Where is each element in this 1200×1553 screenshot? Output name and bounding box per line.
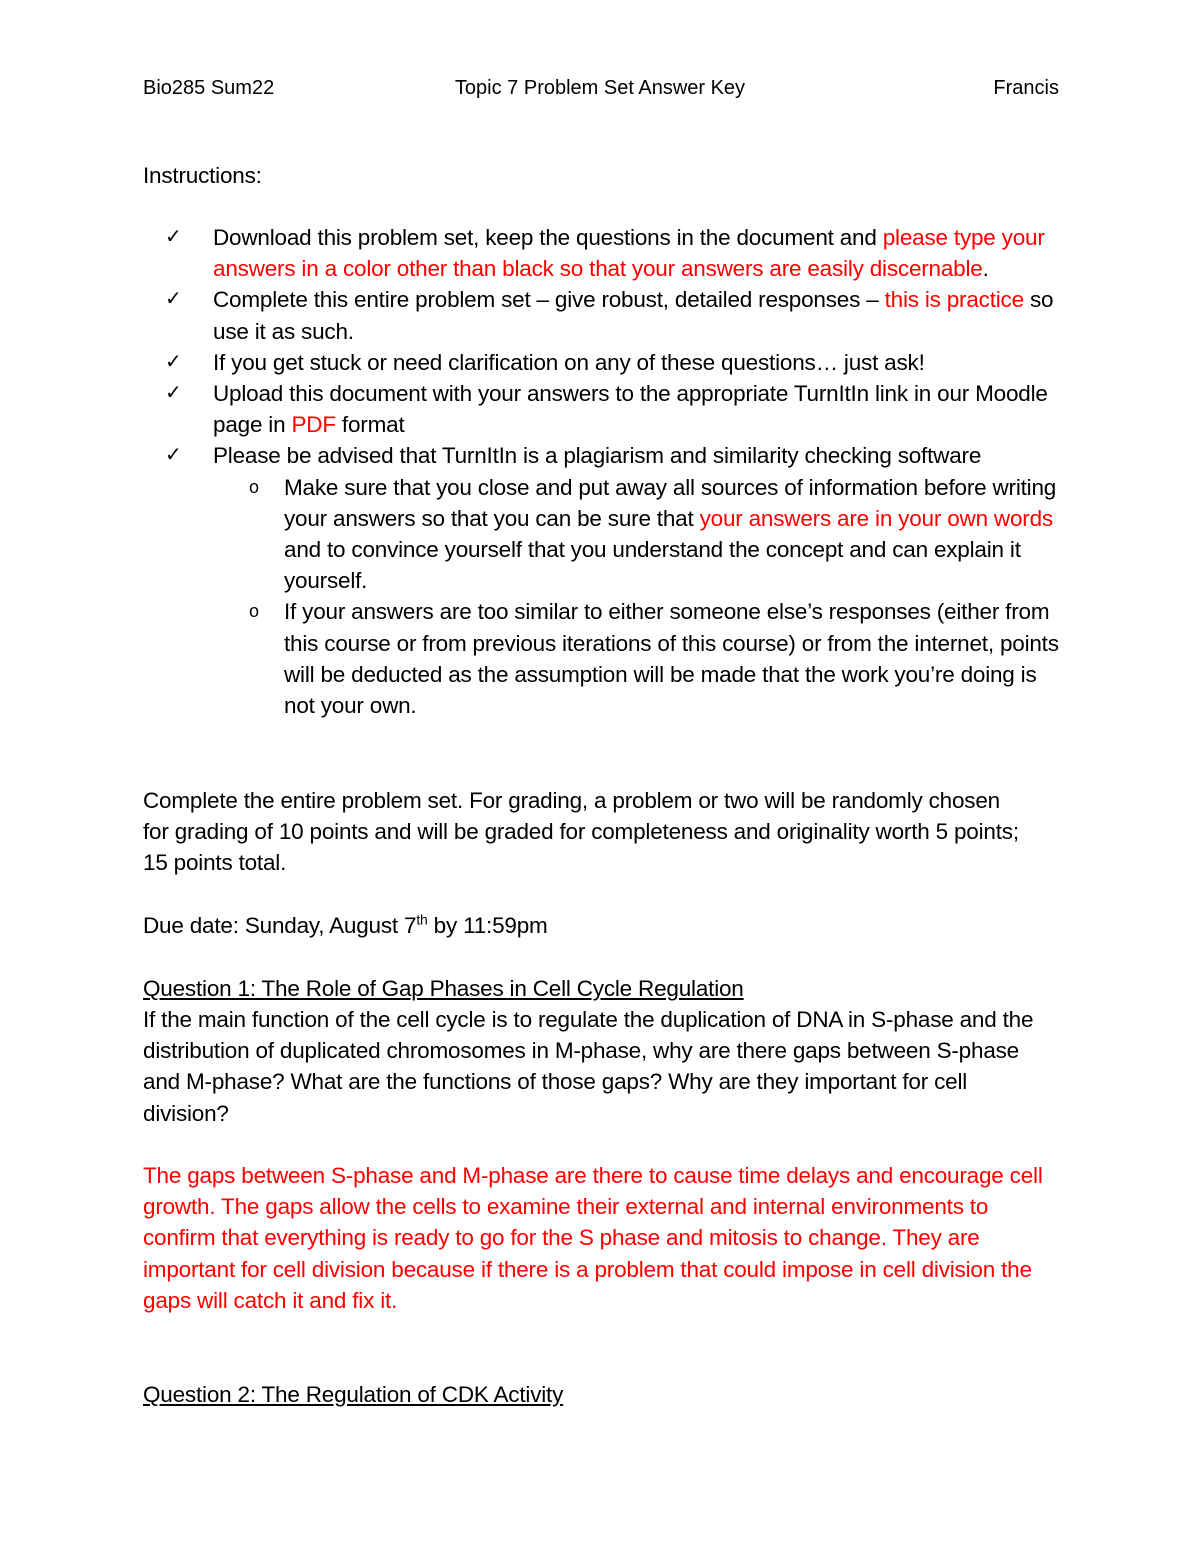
instruction-item: ✓ Download this problem set, keep the questions in the document and please type your answers in a color other than black so that your answers are easily discernable. <box>143 222 1073 284</box>
circle-bullet-icon: o <box>249 601 259 622</box>
question1-prompt: If the main function of the cell cycle is to regulate the duplication of DNA in S-phase and the distribution of duplicated chromosomes in M-phase, why are there gaps between S-phase and M-phase? What are the functions of those gaps? Why are they important for cell division? <box>143 1007 1034 1126</box>
grading-paragraph: Complete the entire problem set. For grading, a problem or two will be randomly chosen for grading of 10 points and will be graded for completeness and originality worth 5 points; 15 points total. <box>143 788 1019 876</box>
instructions-label: Instructions: <box>143 163 262 188</box>
check-icon: ✓ <box>165 288 182 311</box>
question1-answer: The gaps between S-phase and M-phase are there to cause time delays and encourage cell growth. The gaps allow the cells to examine their external and internal environments to confirm that everything is ready to go for the S phase and mitosis to change. They are important for cell division because if there is a problem that could impose in cell division the gaps will catch it and fix it. <box>143 1163 1043 1313</box>
header-author: Francis <box>993 77 1059 99</box>
instruction-item: ✓ If you get stuck or need clarification on any of these questions… just ask! <box>143 347 1073 378</box>
sub-item: o If your answers are too similar to either someone else’s responses (either from this course or from previous iterations of this course) or from the internet, points will be deducted as the assumption will be made that the work you’re doing is not your own. <box>213 596 1073 721</box>
circle-bullet-icon: o <box>249 476 259 497</box>
instruction-item: ✓ Complete this entire problem set – give robust, detailed responses – this is practice so use it as such. <box>143 284 1073 346</box>
instruction-item: ✓ Please be advised that TurnItIn is a plagiarism and similarity checking software o Make sure that you close and put away all sources of information before writing your answers so that you can be sure that your answers are in your own words and to convince yourself that you understand the concept and can explain it yourself. o If your answers are too similar to either someone else’s responses (either from this course or from previous iterations of this course) or from the internet, points will be deducted as the assumption will be made that the work you’re doing is not your own. <box>143 440 1073 721</box>
header-title: Topic 7 Problem Set Answer Key <box>454 77 746 99</box>
sub-item: o Make sure that you close and put away all sources of information before writing your answers so that you can be sure that your answers are in your own words and to convince yourself that you understand the concept and can explain it yourself. <box>213 472 1073 597</box>
question1-title: Question 1: The Role of Gap Phases in Cell Cycle Regulation <box>143 976 744 1001</box>
check-icon: ✓ <box>165 444 182 467</box>
sub-list <box>213 472 1073 722</box>
instructions-list <box>143 222 1073 721</box>
header-course: Bio285 Sum22 <box>143 77 275 99</box>
instruction-item: ✓ Upload this document with your answers to the appropriate TurnItIn link in our Moodle page in PDF format <box>143 378 1073 440</box>
check-icon: ✓ <box>165 350 182 373</box>
check-icon: ✓ <box>165 382 182 405</box>
due-date: Due date: Sunday, August 7th by 11:59pm <box>143 911 548 938</box>
check-icon: ✓ <box>165 226 182 248</box>
question2-title: Question 2: The Regulation of CDK Activity <box>143 1382 564 1407</box>
